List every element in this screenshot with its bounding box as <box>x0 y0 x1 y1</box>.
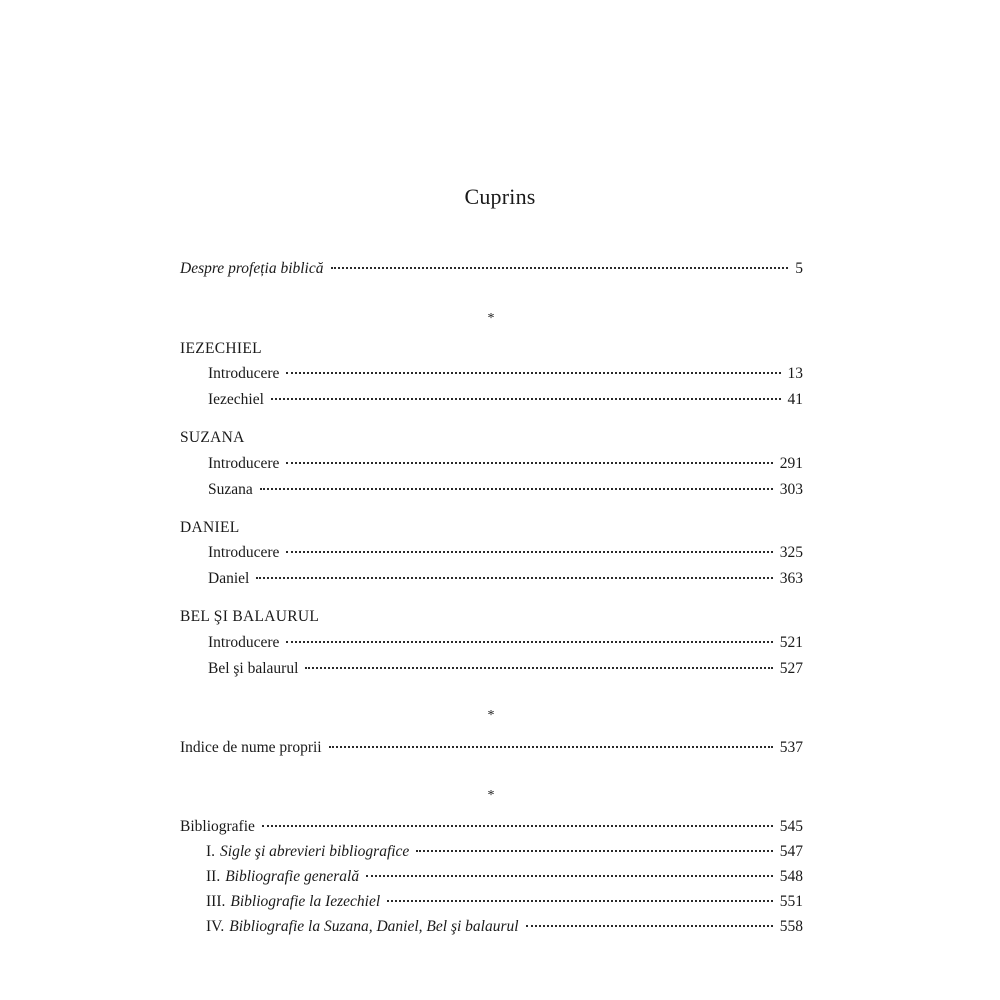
toc-entry-page: 547 <box>779 843 803 860</box>
toc-entry-page: 5 <box>795 260 803 277</box>
toc-entry-page: 558 <box>779 918 803 935</box>
section-heading-bel-si-balaurul: BEL ŞI BALAURUL <box>180 608 320 625</box>
toc-entry-page: 291 <box>779 455 803 472</box>
dot-leader <box>366 875 773 877</box>
dot-leader <box>305 667 772 669</box>
toc-entry[interactable] <box>206 891 803 913</box>
toc-entry-label: Iezechiel <box>208 391 264 408</box>
toc-entry-intro[interactable] <box>180 258 803 280</box>
toc-entry-label: Despre profeția biblică <box>180 260 324 277</box>
dot-leader <box>416 850 772 852</box>
toc-entry[interactable] <box>208 542 803 564</box>
toc-entry-page: 548 <box>779 868 803 885</box>
toc-entry-label: Bel şi balaurul <box>208 660 299 677</box>
section-heading-daniel: DANIEL <box>180 519 240 536</box>
toc-entry-number: I. <box>206 843 216 860</box>
toc-entry-label: Suzana <box>208 481 253 498</box>
toc-entry-page: 303 <box>779 481 803 498</box>
toc-entry-page: 41 <box>787 391 803 408</box>
dot-leader <box>286 462 772 464</box>
toc-entry-label <box>206 891 380 913</box>
toc-entry-page: 363 <box>779 570 803 587</box>
dot-leader <box>286 641 772 643</box>
toc-entry-title: Bibliografie la Suzana, Daniel, Bel şi balaurul <box>229 918 519 935</box>
toc-entry-label: Introducere <box>208 634 280 651</box>
toc-entry-page: 527 <box>779 660 803 677</box>
toc-entry-label: Introducere <box>208 544 280 561</box>
toc-entry-page: 13 <box>787 365 803 382</box>
toc-entry-label <box>206 841 409 863</box>
dot-leader <box>526 925 773 927</box>
page-title: Cuprins <box>464 184 536 209</box>
dot-leader <box>260 488 773 490</box>
toc-entry[interactable] <box>208 658 803 680</box>
toc-entry-bibliography[interactable] <box>180 816 803 838</box>
toc-entry[interactable] <box>206 916 803 938</box>
toc-entry-title: Bibliografie generală <box>225 868 360 885</box>
section-separator: * <box>487 788 495 803</box>
dot-leader <box>286 372 780 374</box>
toc-entry-page: 325 <box>779 544 803 561</box>
toc-entry-page: 551 <box>779 893 803 910</box>
toc-entry[interactable] <box>208 632 803 654</box>
toc-entry[interactable] <box>208 568 803 590</box>
dot-leader <box>271 398 781 400</box>
dot-leader <box>387 900 773 902</box>
toc-entry-title: Sigle şi abrevieri bibliografice <box>220 843 410 860</box>
dot-leader <box>331 267 789 269</box>
section-separator: * <box>487 708 495 723</box>
toc-entry[interactable] <box>206 841 803 863</box>
toc-entry-label <box>206 916 519 938</box>
toc-entry-label <box>206 866 359 888</box>
toc-entry-label: Introducere <box>208 365 280 382</box>
toc-entry-number: III. <box>206 893 226 910</box>
toc-entry[interactable] <box>208 479 803 501</box>
dot-leader <box>329 746 773 748</box>
section-heading-iezechiel: IEZECHIEL <box>180 340 262 357</box>
toc-entry-label: Bibliografie <box>180 818 255 835</box>
toc-entry[interactable] <box>206 866 803 888</box>
toc-entry-label: Introducere <box>208 455 280 472</box>
toc-entry-title: Bibliografie la Iezechiel <box>230 893 381 910</box>
toc-entry-page: 545 <box>779 818 803 835</box>
toc-entry-page: 537 <box>779 739 803 756</box>
toc-entry-index[interactable] <box>180 737 803 759</box>
toc-entry-label: Daniel <box>208 570 250 587</box>
toc-entry-label: Indice de nume proprii <box>180 739 322 756</box>
toc-entry-number: IV. <box>206 918 225 935</box>
toc-entry[interactable] <box>208 389 803 411</box>
section-separator: * <box>487 311 495 326</box>
dot-leader <box>256 577 772 579</box>
dot-leader <box>286 551 772 553</box>
toc-entry-number: II. <box>206 868 221 885</box>
toc-entry[interactable] <box>208 453 803 475</box>
section-heading-suzana: SUZANA <box>180 429 245 446</box>
dot-leader <box>262 825 773 827</box>
toc-entry[interactable] <box>208 363 803 385</box>
toc-entry-page: 521 <box>779 634 803 651</box>
